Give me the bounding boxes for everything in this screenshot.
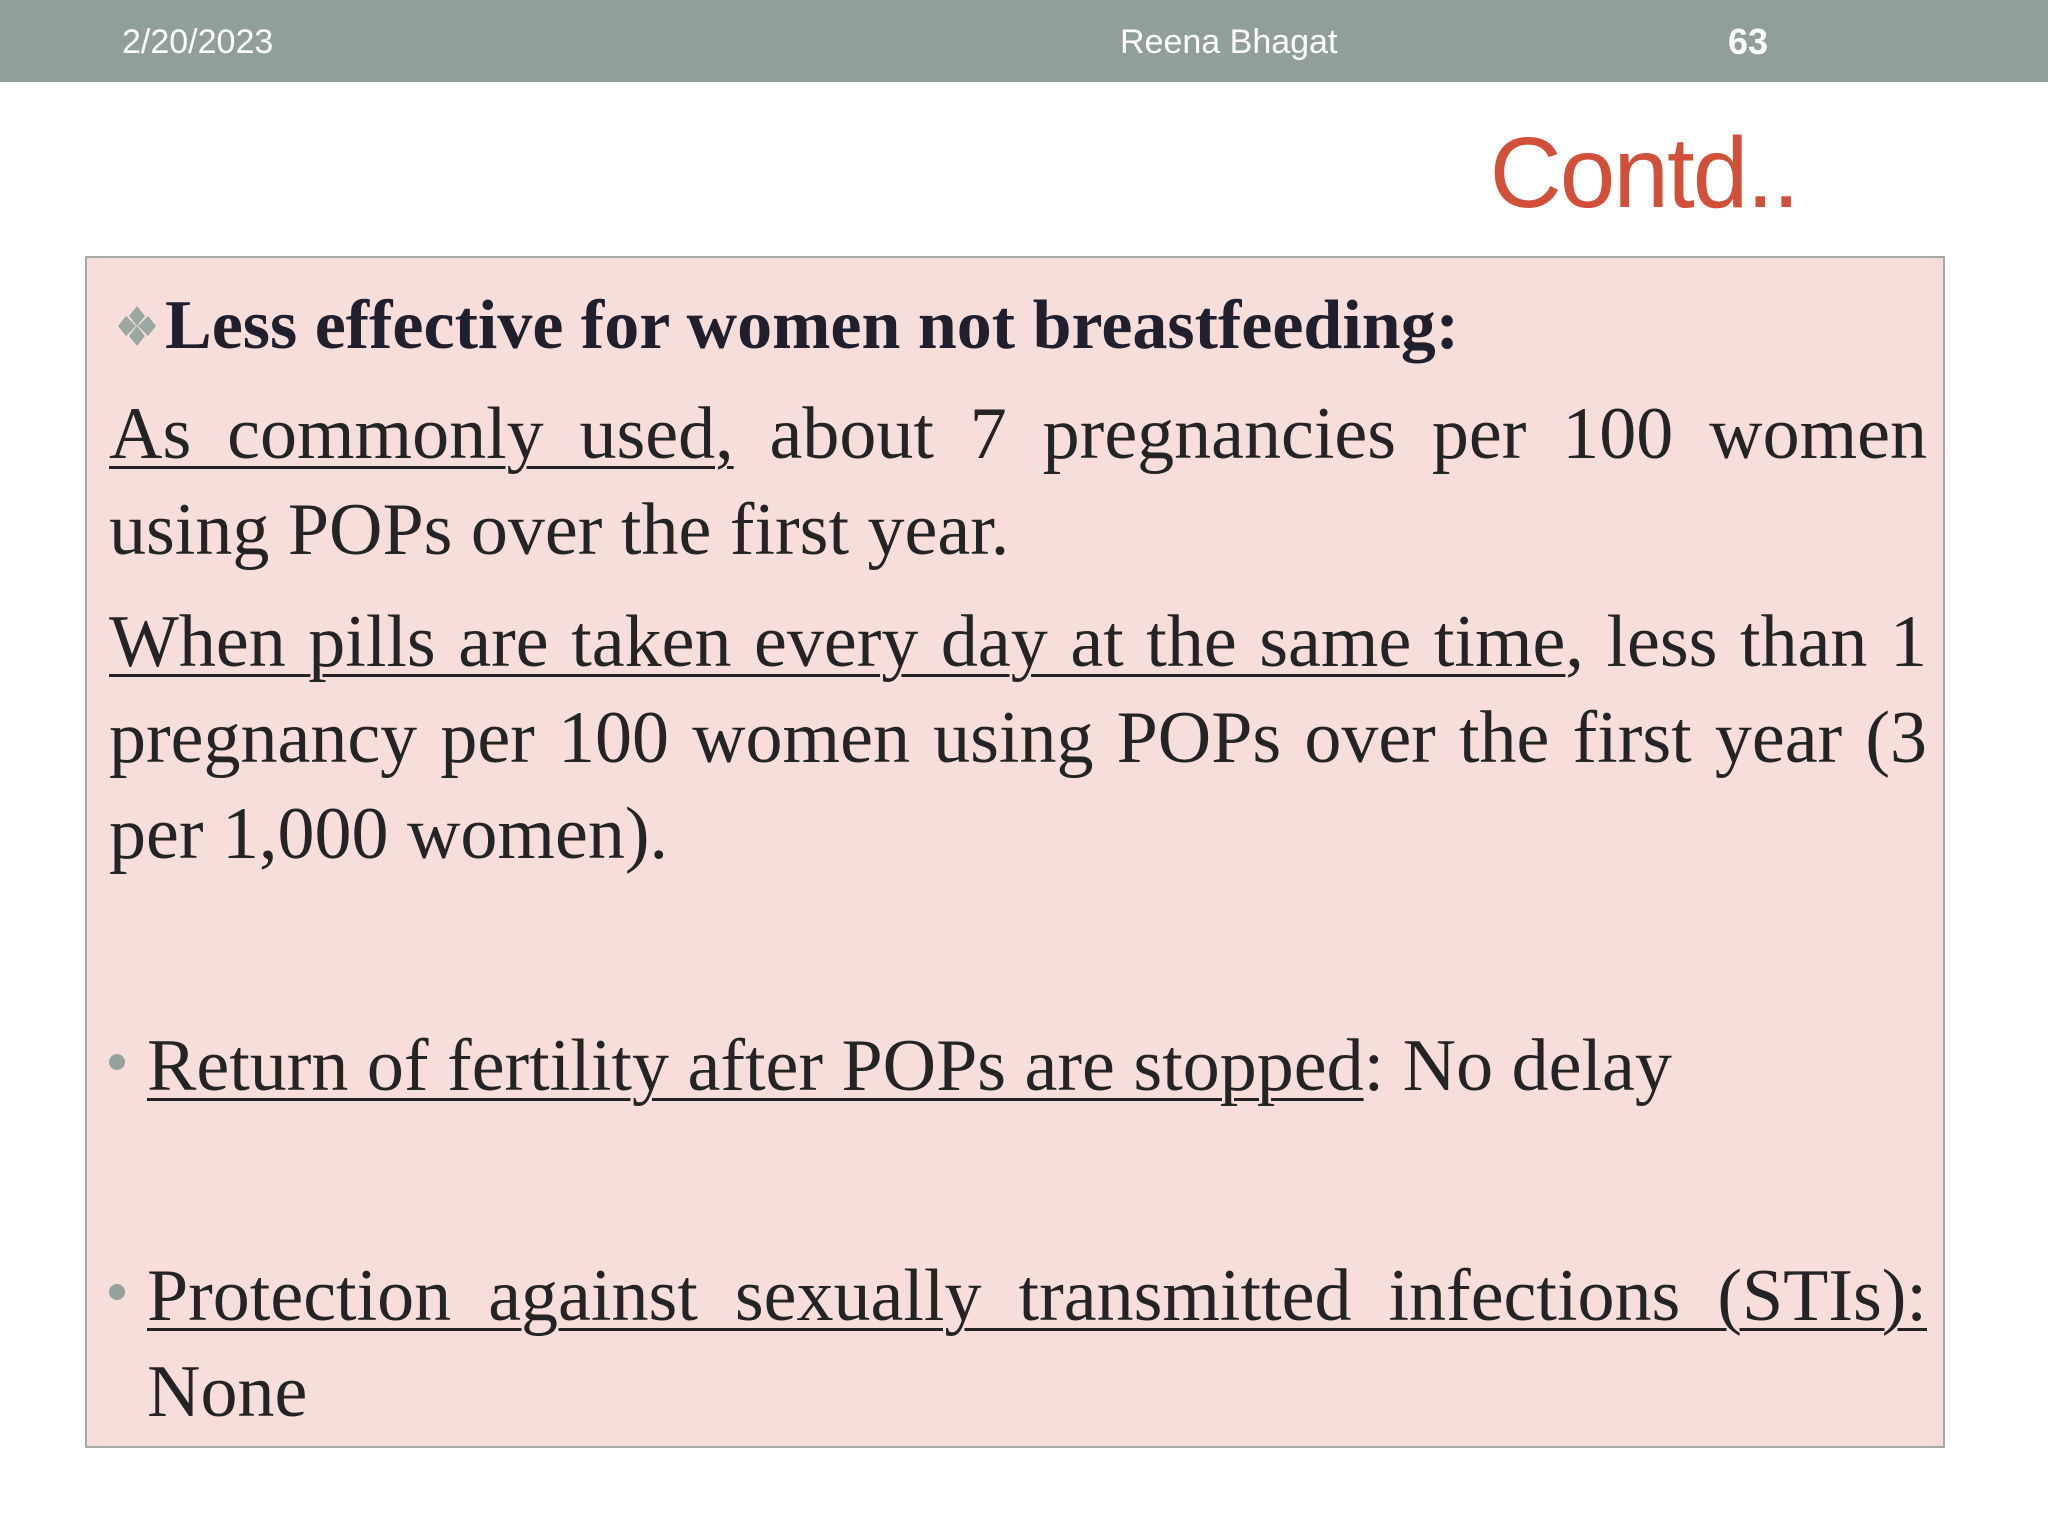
sti-bullet (147, 1248, 1927, 1440)
slide-date: 2/20/2023 (122, 23, 274, 61)
sti-value: None (147, 1351, 308, 1433)
fertility-bullet (147, 1018, 1927, 1114)
slide-author: Reena Bhagat (1120, 23, 1338, 61)
bullet-dot-icon (109, 1284, 125, 1300)
section-heading (109, 284, 1459, 368)
sti-label: Protection against sexually transmitted infections (STIs): (147, 1255, 1927, 1337)
slide-number: 63 (1728, 21, 1769, 62)
perfect-use-paragraph (109, 594, 1927, 882)
fertility-label: Return of fertility after POPs are stopped (147, 1025, 1364, 1107)
typical-use-label: As commonly used, (109, 393, 734, 475)
four-diamond-icon (109, 290, 165, 346)
content-box (85, 256, 1945, 1448)
bullet-dot-icon (109, 1054, 125, 1070)
slide-title: Contd.. (1489, 117, 1798, 229)
fertility-value: : No delay (1363, 1025, 1672, 1107)
perfect-use-label: When pills are taken every day at the same time (109, 601, 1566, 683)
header-bar (0, 0, 2048, 82)
typical-use-text: about 7 pregnancies per 100 women using POPs over the first year. (109, 393, 1927, 571)
perfect-use-text: , less than 1 pregnancy per 100 women using POPs over the first year (3 per 1,000 women). (109, 601, 1927, 875)
typical-use-paragraph (109, 386, 1927, 578)
heading-text: Less effective for women not breastfeeding: (165, 287, 1460, 364)
